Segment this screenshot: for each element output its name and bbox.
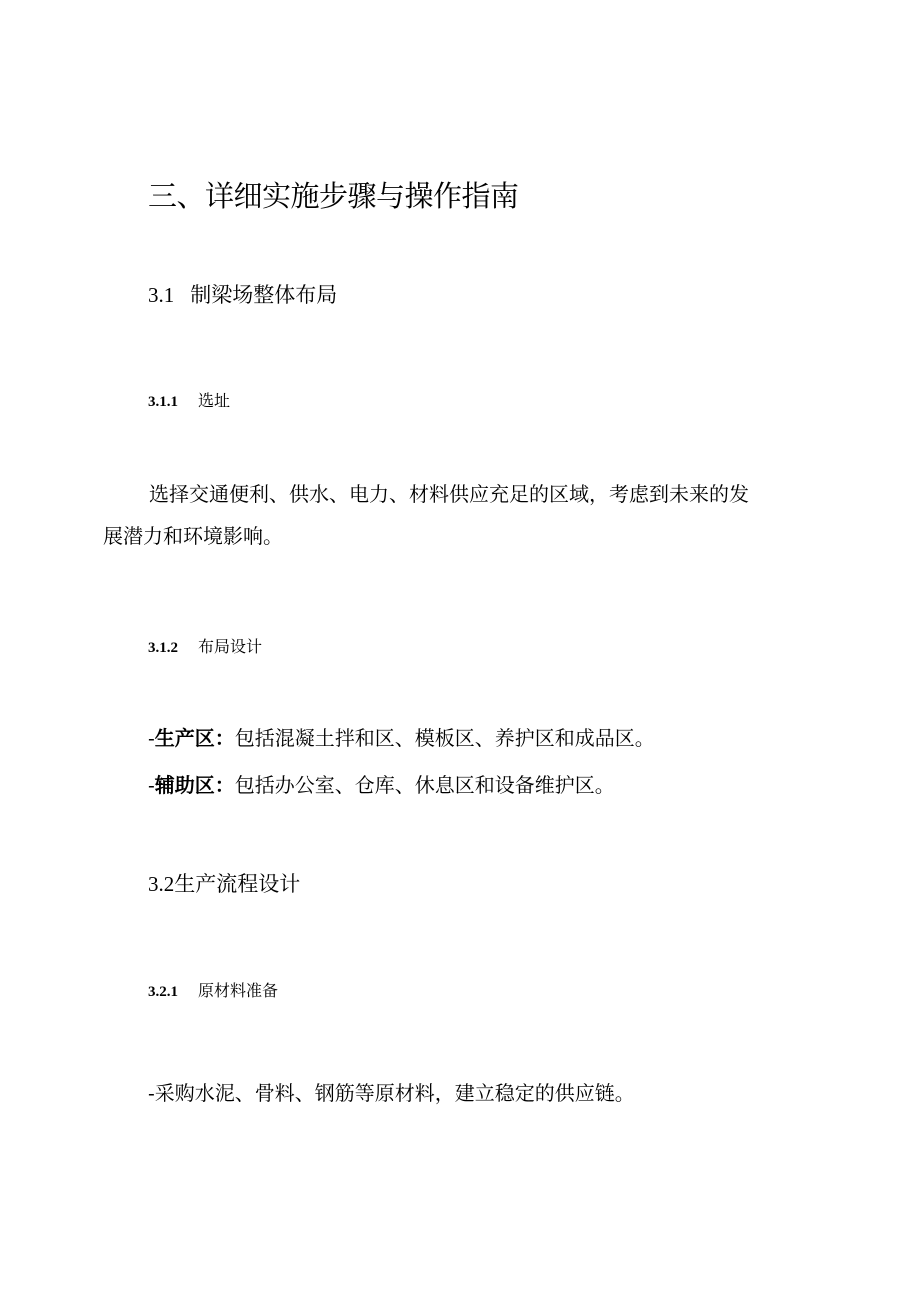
list-item-auxiliary-area [148,770,615,800]
list-item-production-area [148,723,655,753]
paragraph-site-selection: 选择交通便利、供水、电力、材料供应充足的区域，考虑到未来的发展潜力和环境影响。 [103,482,749,548]
list-item-text: 包括混凝土拌和区、模板区、养护区和成品区。 [234,726,655,750]
section-title: 三、详细实施步骤与操作指南 [148,179,519,213]
list-item-label: 辅助区： [154,773,235,797]
list-item-dash: - [148,726,155,750]
heading-3-1-1-title: 选址 [198,391,231,410]
heading-3-1 [148,280,337,310]
heading-3-2 [148,869,300,899]
heading-3-1-title: 制梁场整体布局 [190,283,338,307]
list-item-dash: - [148,1081,155,1105]
heading-3-2-title: 生产流程设计 [174,872,301,896]
heading-3-2-number: 3.2 [148,872,175,896]
list-item-text: 采购水泥、骨料、钢筋等原材料，建立稳定的供应链。 [154,1081,635,1105]
list-item-text: 包括办公室、仓库、休息区和设备维护区。 [234,773,615,797]
heading-3-1-2-title: 布局设计 [198,637,263,656]
heading-3-2-1 [148,979,278,1004]
heading-3-1-2 [148,635,262,660]
heading-3-1-1 [148,389,230,414]
list-item-raw-materials [148,1078,635,1108]
heading-3-1-1-number: 3.1.1 [148,394,178,410]
heading-3-2-1-title: 原材料准备 [198,981,279,1000]
heading-3-2-1-number: 3.2.1 [148,984,178,1000]
heading-3-1-2-number: 3.1.2 [148,640,178,656]
list-item-dash: - [148,773,155,797]
heading-3-1-number: 3.1 [148,283,175,307]
list-item-label: 生产区： [154,726,235,750]
